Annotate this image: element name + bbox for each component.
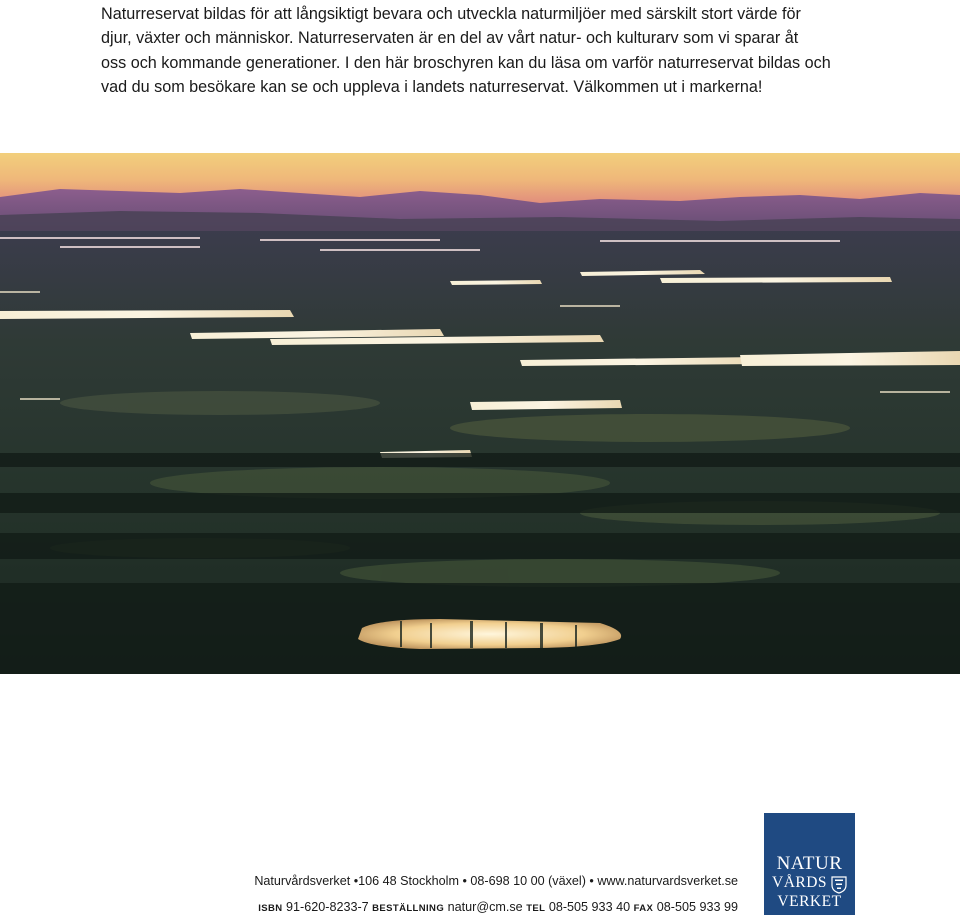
postal-address: 106 48 Stockholm — [358, 874, 459, 888]
org-name: Naturvårdsverket — [254, 874, 351, 888]
bullet: • — [353, 874, 359, 888]
intro-line: Naturreservat bildas för att långsiktigt bevara och utveckla naturmiljöer med särskilt stort värde för — [101, 5, 801, 23]
intro-line: vad du som besökare kan se och uppleva i landets naturreservat. Välkommen ut i markerna! — [101, 78, 763, 97]
footer-contact-line — [0, 874, 738, 888]
bullet: • — [462, 874, 467, 888]
phone-number: 08-698 10 00 (växel) — [470, 874, 586, 888]
order-email[interactable]: natur@cm.se — [447, 900, 523, 914]
landscape-photo — [0, 153, 960, 674]
footer-order-line — [0, 900, 738, 914]
logo-word-natur: NATUR — [776, 853, 843, 874]
isbn-label: ISBN — [258, 903, 283, 914]
order-label: BESTÄLLNING — [372, 903, 445, 914]
intro-line: djur, växter och människor. Naturreservaten är en del av vårt natur- och kulturarv som vi sparar åt — [101, 29, 799, 48]
fax-label: FAX — [633, 903, 654, 914]
intro-line: oss och kommande generationer. I den här broschyren kan du läsa om varför naturreservat bildas och — [101, 53, 831, 72]
website-link[interactable]: www.naturvardsverket.se — [597, 874, 738, 888]
fax-value: 08-505 933 99 — [656, 900, 738, 914]
tel-label: TEL — [526, 903, 546, 914]
isbn-value: 91-620-8233-7 — [286, 900, 369, 914]
intro-paragraph — [101, 2, 871, 100]
three-crowns-crest-icon — [830, 874, 848, 894]
logo-word-vards: VÅRDS — [772, 874, 828, 891]
naturvardsverket-logo — [764, 813, 855, 915]
tel-value: 08-505 933 40 — [548, 900, 631, 914]
logo-word-verket: VERKET — [777, 893, 842, 910]
bullet: • — [589, 874, 594, 888]
